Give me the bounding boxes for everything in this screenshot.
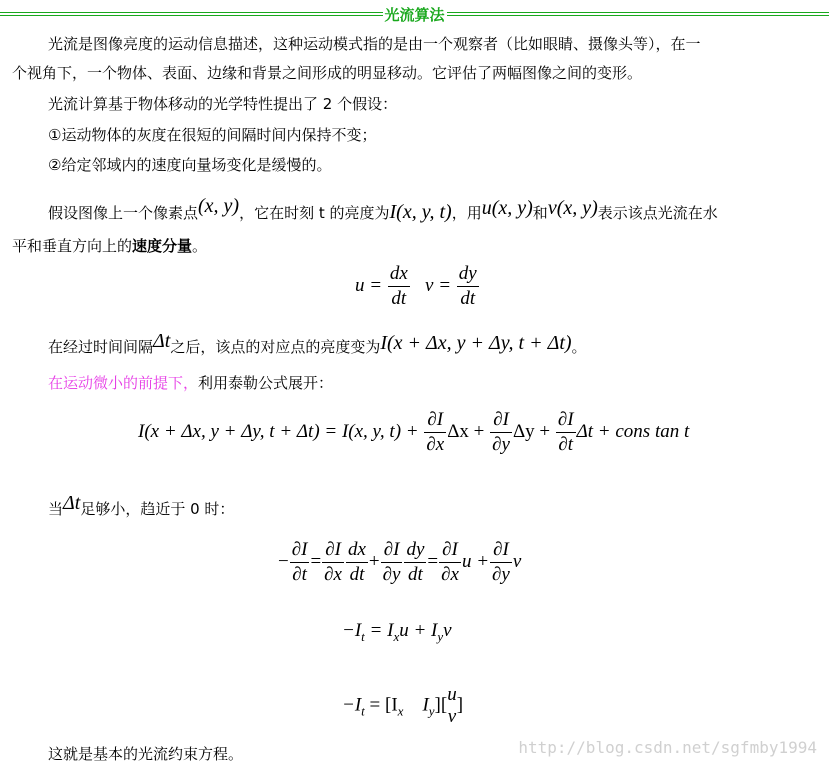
dI-dx-frac-2 bbox=[439, 538, 461, 587]
u-plus-Iy: u + I bbox=[399, 620, 438, 641]
u-flow-math: u(x, y) bbox=[481, 197, 533, 219]
interval-text-1: 在经过时间间隔 bbox=[48, 338, 154, 356]
velocity-line bbox=[12, 236, 207, 256]
d-den-y: ∂y bbox=[382, 564, 401, 585]
pixel-text-3: ，用 bbox=[451, 204, 482, 222]
velocity-text-c: 。 bbox=[192, 237, 208, 255]
d-num-2: ∂I bbox=[325, 539, 341, 560]
d-num-3: ∂I bbox=[383, 539, 400, 560]
assumption-2: ②给定邻域内的速度向量场变化是缓慢的。 bbox=[48, 156, 332, 174]
d-den-x: ∂x bbox=[324, 564, 342, 585]
dI-dt-fraction bbox=[556, 408, 576, 457]
d-den-y-2: ∂y bbox=[492, 564, 510, 585]
d-num-4: ∂I bbox=[442, 539, 458, 560]
taylor-lhs: I(x + Δx, y + Δy, t + Δt) = I(x, y, t) + bbox=[138, 420, 419, 442]
pixel-text-5: 表示该点光流在水 bbox=[597, 204, 718, 222]
section-title-bar bbox=[0, 4, 829, 24]
title-rule-right bbox=[447, 12, 829, 16]
dt-den-2: dt bbox=[457, 286, 479, 311]
v-term: v bbox=[512, 550, 522, 572]
d-num-dy: dy bbox=[406, 539, 425, 560]
watermark-url: http://blog.csdn.net/sgfmby1994 bbox=[518, 738, 817, 757]
plus-1: + bbox=[368, 550, 380, 572]
delta-t-math: Δt bbox=[153, 330, 171, 352]
d-den-dt-1: dt bbox=[346, 562, 368, 587]
u-equals: u = bbox=[355, 274, 383, 296]
pixel-text-2: ，它在时刻 t 的亮度为 bbox=[239, 204, 390, 222]
intro-line-1: 光流是图像亮度的运动信息描述，这种运动模式指的是由一个观察者（比如眼睛、摄像头等），在一 bbox=[48, 35, 701, 53]
d-num-5: ∂I bbox=[493, 539, 509, 560]
time-interval-line bbox=[48, 331, 587, 357]
title-rule-left bbox=[0, 12, 383, 16]
shifted-brightness-math: I(x + Δx, y + Δy, t + Δt) bbox=[380, 332, 572, 354]
sub-x: x bbox=[393, 629, 400, 644]
taylor-term-3: Δt + cons tan t bbox=[576, 420, 690, 442]
velocity-text-a: 平和垂直方向上的 bbox=[12, 237, 133, 255]
interval-text-2: 之后，该点的对应点的亮度变为 bbox=[170, 338, 381, 356]
neg-It: −I bbox=[342, 620, 362, 641]
taylor-intro-line bbox=[48, 373, 333, 393]
matrix-equation bbox=[342, 684, 463, 728]
dx-num: dx bbox=[389, 263, 408, 284]
dt-den-3: ∂t bbox=[556, 432, 576, 457]
velocity-component-term: 速度分量 bbox=[132, 237, 193, 255]
dI-num-2: ∂I bbox=[493, 409, 509, 430]
pixel-coord-math: (x, y) bbox=[198, 195, 240, 217]
dx-dt-frac bbox=[346, 538, 368, 587]
dI-dt-frac bbox=[290, 538, 310, 587]
dI-dy-fraction bbox=[490, 408, 512, 457]
dI-dy-frac bbox=[381, 538, 403, 587]
delta-t-math-2: Δt bbox=[63, 492, 81, 514]
d-den-dt-2: dt bbox=[404, 562, 426, 587]
dx-dt-fraction bbox=[388, 262, 410, 311]
pixel-text-4: 和 bbox=[532, 204, 548, 222]
dx-den: ∂x bbox=[426, 434, 445, 455]
pixel-assumption-line bbox=[48, 196, 718, 223]
dI-num-3: ∂I bbox=[557, 409, 574, 430]
uv-column-vector bbox=[447, 684, 457, 728]
d-den-t: ∂t bbox=[290, 562, 310, 587]
small-motion-highlight: 在运动微小的前提下， bbox=[48, 374, 199, 392]
equals-1: = bbox=[310, 550, 322, 572]
constraint-equation bbox=[342, 620, 452, 645]
m-equals-Ix: = [I bbox=[369, 694, 398, 716]
equals-2: = bbox=[427, 550, 439, 572]
dI-dy-frac-2 bbox=[490, 538, 512, 587]
v-flow-math: v(x, y) bbox=[547, 197, 598, 219]
col-u: u bbox=[447, 684, 457, 705]
taylor-intro-text: 利用泰勒公式展开： bbox=[198, 374, 334, 392]
taylor-term-1: Δx + bbox=[447, 420, 485, 442]
dt-den: dt bbox=[388, 286, 410, 311]
dI-dx-frac bbox=[322, 538, 344, 587]
assumption-1: ①运动物体的灰度在很短的间隔时间内保持不变； bbox=[48, 126, 377, 144]
m-neg-It: −I bbox=[342, 694, 362, 716]
d-num-dx: dx bbox=[347, 539, 366, 560]
dy-den: ∂y bbox=[492, 434, 510, 455]
m-bracket-end: ] bbox=[456, 694, 464, 716]
sub-y: y bbox=[437, 629, 444, 644]
d-num-1: ∂I bbox=[291, 539, 308, 560]
dI-num-1: ∂I bbox=[427, 409, 444, 430]
equals-Ix: = I bbox=[369, 620, 394, 641]
u-plus: u + bbox=[461, 550, 490, 572]
taylor-term-2: Δy + bbox=[512, 420, 551, 442]
derivative-equation bbox=[278, 538, 521, 587]
interval-text-3: 。 bbox=[571, 338, 587, 356]
intro-line-2: 个视角下，一个物体、表面、边缘和背景之间形成的明显移动。它评估了两幅图像之间的变形。 bbox=[12, 64, 643, 82]
m-sub-t: t bbox=[361, 703, 365, 719]
v-end: v bbox=[443, 620, 452, 641]
pixel-text-1: 假设图像上一个像素点 bbox=[48, 204, 199, 222]
section-title: 光流算法 bbox=[384, 5, 445, 24]
dy-dt-fraction bbox=[457, 262, 479, 311]
m-Iy: I bbox=[422, 694, 429, 716]
m-bracket-mid: ][ bbox=[434, 694, 448, 716]
limit-text-1: 当 bbox=[48, 500, 64, 518]
velocity-equation bbox=[355, 262, 480, 311]
dy-num: dy bbox=[458, 263, 477, 284]
d-den-x-2: ∂x bbox=[441, 564, 459, 585]
minus-sign: − bbox=[278, 550, 289, 572]
assumptions-intro: 光流计算基于物体移动的光学特性提出了 2 个假设： bbox=[48, 95, 398, 113]
dy-dt-frac bbox=[404, 538, 426, 587]
sub-t: t bbox=[361, 629, 365, 644]
m-sub-y: y bbox=[428, 703, 435, 719]
v-equals: v = bbox=[425, 274, 452, 296]
conclusion-text: 这就是基本的光流约束方程。 bbox=[48, 745, 244, 763]
limit-text-2: 足够小，趋近于 0 时： bbox=[80, 500, 235, 518]
m-sub-x: x bbox=[397, 703, 404, 719]
limit-line bbox=[48, 493, 234, 519]
brightness-math: I(x, y, t) bbox=[389, 201, 452, 223]
taylor-equation bbox=[138, 408, 689, 457]
col-v: v bbox=[447, 706, 457, 727]
dI-dx-fraction bbox=[424, 408, 446, 457]
